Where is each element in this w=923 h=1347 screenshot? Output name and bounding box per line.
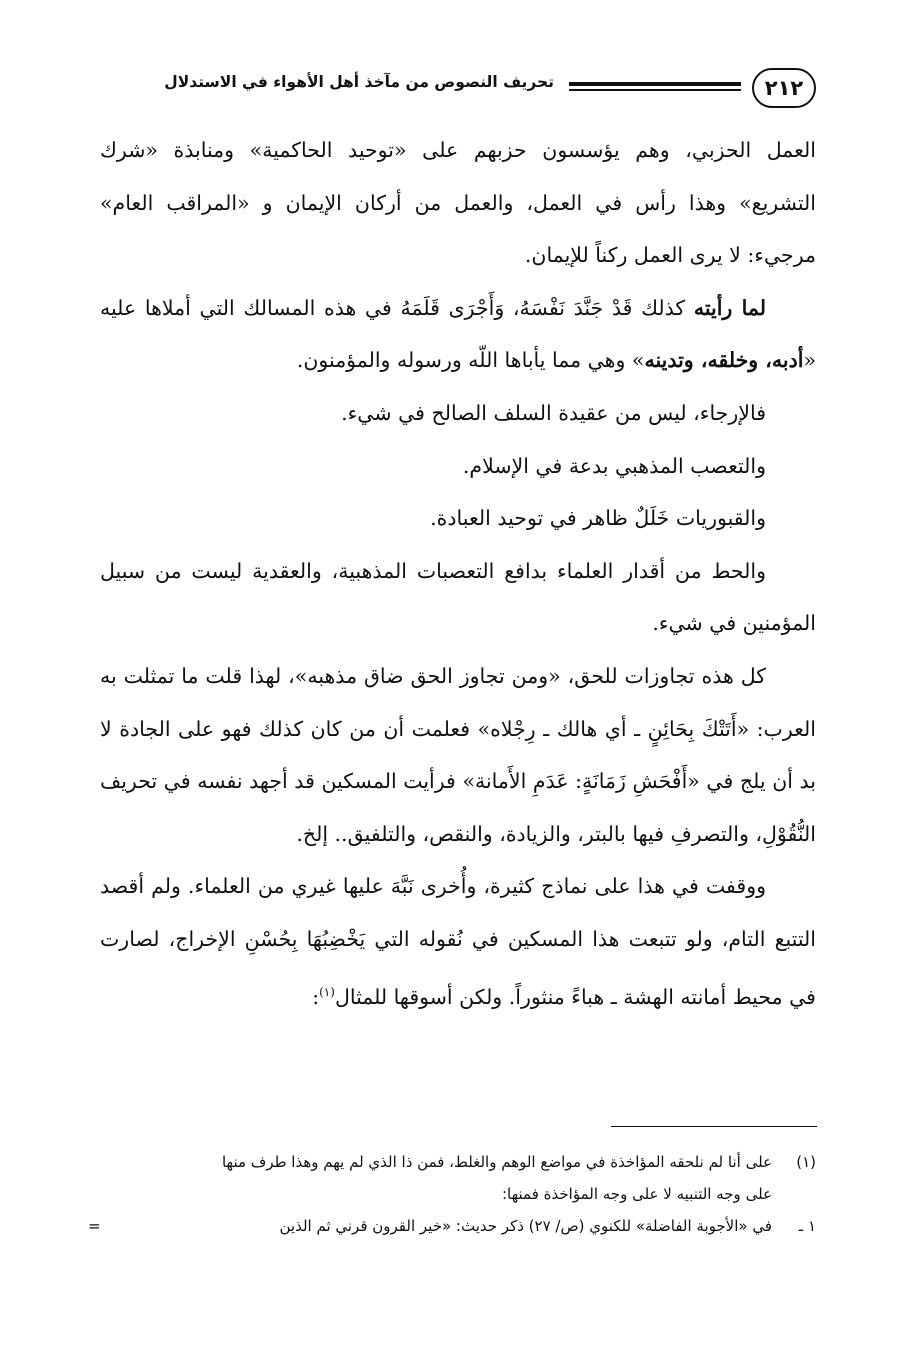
running-title: تحريف النصوص من مآخذ أهل الأهواء في الاستدلال [164, 73, 554, 91]
continuation-mark: = [88, 1217, 101, 1235]
paragraph-7: كل هذه تجاوزات للحق، «ومن تجاوز الحق ضاق مذهبه»، لهذا قلت ما تمثلت به العرب: «أَتَتْكَ بِحَائِنٍ ـ أي هالك ـ رِجْلاه» فعلمت أن من كان كذلك فهو على الجادة لا بد أن يلج في «أَفْحَشِ زَمَانَةٍ: عَدَمِ الأَمانة» فرأيت المسكين قد أجهد نفسه في تحريف النُّقُوْلِ، والتصرفِ فيها بالبتر، والزيادة، والنقص، والتلفيق.. إلخ. [100, 663, 816, 846]
body-text [100, 124, 816, 1023]
paragraph-4: والتعصب المذهبي بدعة في الإسلام. [462, 453, 766, 478]
header-rule-thin [569, 89, 741, 91]
paragraph-8-text: ووقفت في هذا على نماذج كثيرة، وأُخرى نَبَّهَ عليها غيري من العلماء. ولم أقصد التتبع التام، ولو تتبعت هذا المسكين في نُقوله التي يَخْضِبُهَا بِحُسْنِ الإخراج، لصارت في محيط أمانته الهشة ـ هباءً منثوراً. ولكن أسوقها للمثال [100, 874, 816, 1009]
footnotes [88, 1146, 816, 1242]
paragraph-2-bold-quote: أدبه، وخلقه، وتدينه [644, 348, 804, 373]
footnote-reference: (١) [319, 984, 335, 999]
paragraph-2-text-a: كذلك قَدْ جَنَّدَ نَفْسَهُ، وَأَجْرَى قَلَمَهُ في هذه المسالك التي أملاها عليه « [100, 295, 816, 373]
paragraph-6: والحط من أقدار العلماء بدافع التعصبات المذهبية، والعقدية ليست من سبيل المؤمنين في شيء. [100, 558, 816, 636]
footnote-1-text-1: على أنا لم نلحقه المؤاخذة في مواضع الوهم والغلط، فمن ذا الذي لم يهم وهذا طرف منها [221, 1153, 772, 1171]
paragraph-2-lead: لما رأيته [693, 295, 766, 320]
paragraph-8 [100, 860, 816, 1023]
footnote-2-line-1 [88, 1210, 816, 1242]
page-header [100, 68, 816, 116]
footnote-2-text: في «الأجوبة الفاضلة» للكنوي (ص/ ٢٧) ذكر حديث: «خير القرون قرني ثم الذين [279, 1217, 772, 1235]
footnote-separator [611, 1126, 817, 1127]
paragraph-1: العمل الحزبي، وهم يؤسسون حزبهم على «توحيد الحاكمية» ومنابذة «شرك التشريع» وهذا رأس في العمل، والعمل من أركان الإيمان و «المراقب العام» مرجيء: لا يرى العمل ركناً للإيمان. [100, 138, 816, 268]
page-number-badge: ٢١٢ [752, 68, 816, 108]
footnote-1-line-1 [96, 1146, 816, 1178]
footnote-2-marker: ١ ـ [798, 1217, 816, 1235]
footnote-1-line-2: على وجه التنبيه لا على وجه المؤاخذة فمنها: [501, 1185, 772, 1203]
paragraph-8-end: : [312, 984, 320, 1009]
paragraph-3: فالإرجاء، ليس من عقيدة السلف الصالح في شيء. [341, 400, 766, 425]
paragraph-2-text-b: » وهي مما يأباها اللّه ورسوله والمؤمنون. [296, 348, 645, 373]
header-rule-thick [569, 82, 741, 86]
paragraph-5: والقبوريات خَلَلٌ ظاهر في توحيد العبادة. [430, 506, 766, 531]
paragraph-2 [100, 282, 816, 387]
footnote-1-marker: (١) [796, 1153, 816, 1171]
